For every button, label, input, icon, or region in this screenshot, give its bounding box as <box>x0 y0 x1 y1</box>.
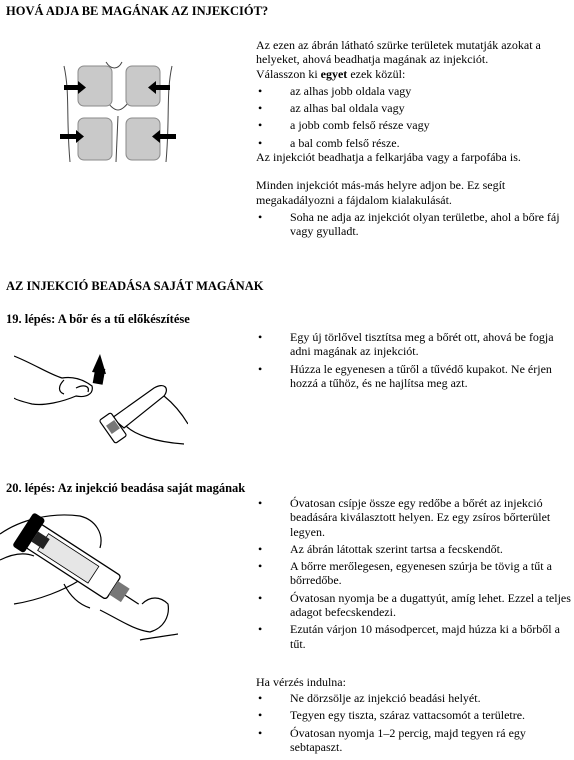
list-item: • A bőrre merőlegesen, egyenesen szúrja be tövig a tűt a bőrredőbe. <box>256 559 572 588</box>
step-20-list <box>256 496 572 651</box>
thigh-right-site <box>78 118 112 160</box>
prepare-needle-illustration <box>14 344 188 452</box>
list-item: • Óvatosan nyomja be a dugattyút, amíg lehet. Ezzel a teljes adagot befecskendezi. <box>256 591 572 620</box>
list-item: • az alhas jobb oldala vagy <box>256 84 572 98</box>
warning-list <box>256 210 572 239</box>
section-title-injection-sites: HOVÁ ADJA BE MAGÁNAK AZ INJEKCIÓT? <box>6 4 269 18</box>
list-item: • Ezután várjon 10 másodpercet, majd húzza ki a bőrből a tűt. <box>256 622 572 651</box>
list-item: • Soha ne adja az injekciót olyan területbe, ahol a bőre fáj vagy gyulladt. <box>256 210 572 239</box>
step-19-list <box>256 330 572 390</box>
injection-sites-illustration <box>56 58 180 168</box>
site-list <box>256 84 572 150</box>
bleeding-list <box>256 691 572 754</box>
list-item: • a bal comb felső része. <box>256 136 572 150</box>
list-item: • Ne dörzsölje az injekció beadási helyét. <box>256 691 572 705</box>
list-item: • Egy új törlővel tisztítsa meg a bőrét ott, ahová be fogja adni magának az injekciót. <box>256 330 572 359</box>
list-item: • Óvatosan nyomja 1–2 percig, majd tegyen rá egy sebtapaszt. <box>256 726 572 755</box>
intro-paragraph: Az ezen az ábrán látható szürke területek mutatják azokat a helyeket, ahová beadhatja magának az injekciót. <box>256 38 541 67</box>
list-item: • Óvatosan csípje össze egy redőbe a bőrét az injekció beadására kiválasztott helyen. Ez egy zsíros bőrterület legyen. <box>256 496 572 539</box>
section-title-self-injection: AZ INJEKCIÓ BEADÁSA SAJÁT MAGÁNAK <box>6 279 264 293</box>
inject-illustration <box>0 500 178 646</box>
step-19-title: 19. lépés: A bőr és a tű előkészítése <box>6 312 190 326</box>
list-item: • a jobb comb felső része vagy <box>256 118 572 132</box>
step-20-title: 20. lépés: Az injekció beadása saját magának <box>6 481 246 495</box>
rotate-paragraph: Minden injekciót más-más helyre adjon be. Ez segít megakadályozni a fájdalom kialakulását. <box>256 178 506 207</box>
thigh-left-site <box>126 118 160 160</box>
list-item: • az alhas bal oldala vagy <box>256 101 572 115</box>
bleeding-intro: Ha vérzés indulna: <box>256 675 346 689</box>
list-item: • Az ábrán látottak szerint tartsa a fecskendőt. <box>256 542 572 556</box>
list-item: • Húzza le egyenesen a tűről a tűvédő kupakot. Ne érjen hozzá a tűhöz, és ne hajlítsa meg azt. <box>256 362 572 391</box>
choose-line: Válasszon ki egyet ezek közül: <box>256 66 406 81</box>
injection-sites-text <box>256 38 572 239</box>
also-paragraph: Az injekciót beadhatja a felkarjába vagy a farpofába is. <box>256 150 521 165</box>
list-item: • Tegyen egy tiszta, száraz vattacsomót a területre. <box>256 708 572 722</box>
